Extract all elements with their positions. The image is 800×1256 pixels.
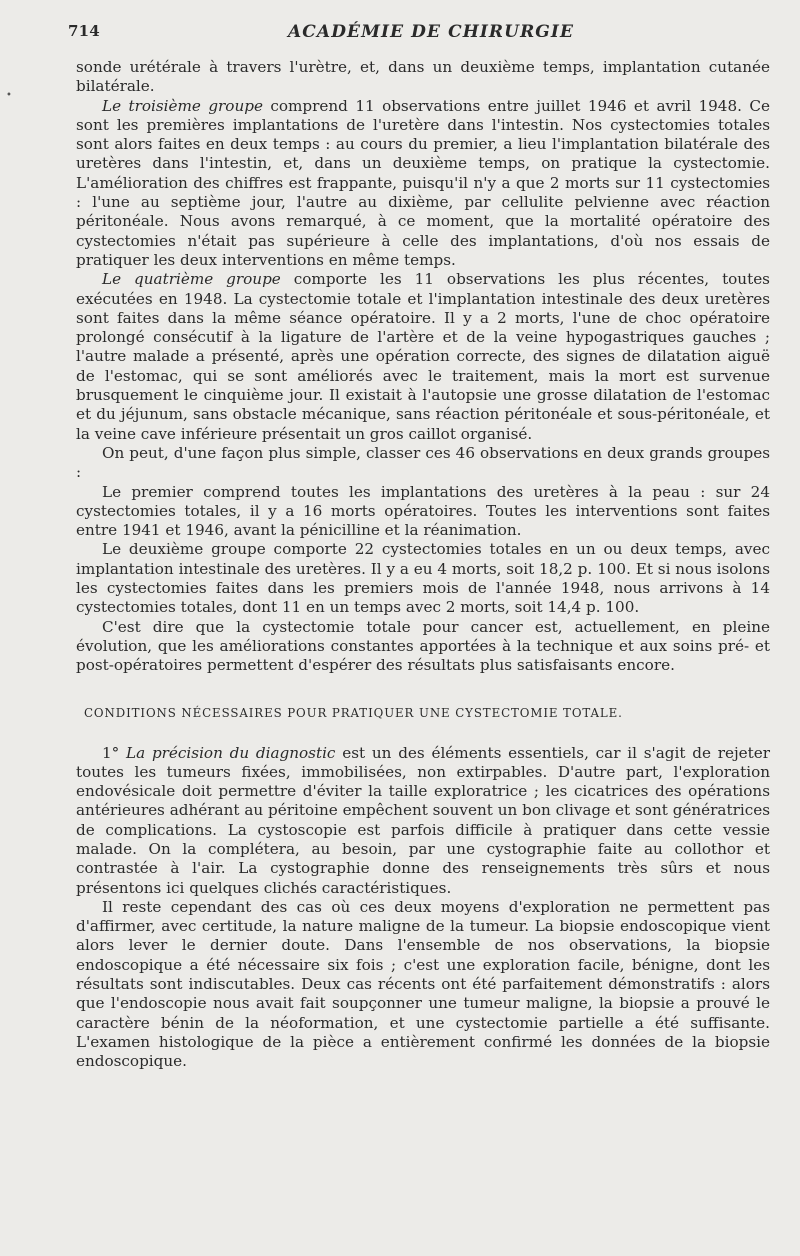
paragraph-italic-lead: Le quatrième groupe xyxy=(102,270,281,289)
paragraph-simple-classification xyxy=(76,444,770,483)
paragraph-continuation xyxy=(76,58,770,97)
paragraph-text: Il reste cependant des cas où ces deux moyens d'exploration ne permettent pas d'affirmer, avec certitude, la nature maligne de la tumeur. La biopsie endoscopique vient alors lever le dernier doute. Dans l'ensemble de nos observations, la biopsie endoscopique a été nécessaire six fois ; c'est une exploration facile, bénigne, dont les résultats sont indiscutables. Deux cas récents ont été parfaitement démonstratifs : alors que l'endoscopie nous avait fait soupçonner une tumeur maligne, la biopsie a prouvé le caractère bénin de la néoformation, et une cystectomie partielle a été suffisante. L'examen histologique de la pièce a entièrement confirmé les données de la biopsie endoscopique. xyxy=(76,897,770,1071)
running-head xyxy=(68,22,770,50)
paragraph-text: sonde urétérale à travers l'urètre, et, dans un deuxième temps, implantation cutanée bilatérale. xyxy=(76,58,770,96)
journal-title: ACADÉMIE DE CHIRURGIE xyxy=(288,22,575,42)
margin-mark: • xyxy=(6,90,12,101)
paragraph-number: 1° xyxy=(102,743,127,762)
paragraph-text: comprend 11 observations entre juillet 1946 et avril 1948. Ce sont les premières implantations de l'uretère dans l'intestin. Nos cystectomies totales sont alors faites en deux temps : au cours du premier, a lieu l'implantation bilatérale des uretères dans l'intestin, et, dans un deuxième temps, on pratique la cystectomie. L'amélioration des chiffres est frappante, puisqu'il n'y a que 2 morts sur 11 cystectomies : l'une au septième jour, l'autre au dixième, par cellulite pelvienne avec réaction péritonéale. Nous avons remarqué, à ce moment, que la mortalité opératoire des cystectomies n'était pas supérieure à celle des implantations, d'où nos essais de pratiquer les deux interventions en même temps. xyxy=(76,96,770,269)
paragraph-text: C'est dire que la cystectomie totale pour cancer est, actuellement, en pleine évolution, que les améliorations constantes apportées à la technique et aux soins pré- et post-opératoires permettent d'espérer des résultats plus satisfaisants encore. xyxy=(76,617,770,675)
paragraph-fourth-group xyxy=(76,270,770,444)
section-heading: CONDITIONS NÉCESSAIRES POUR PRATIQUER UNE CYSTECTOMIE TOTALE. xyxy=(84,705,623,720)
paragraph-text: est un des éléments essentiels, car il s'agit de rejeter toutes les tumeurs fixées, immobilisées, non extirpables. D'autre part, l'exploration endovésicale doit permettre d'éviter la taille exploratrice ; les cicatrices des opérations antérieures adhérant au péritoine empêchent souvent un bon clivage et sont génératrices de complications. La cystoscopie est parfois difficile à pratiquer dans cette vessie malade. On la complétera, au besoin, par une cystographie faite au collothor et contrastée à l'air. La cystographie donne des renseignements très sûrs et nous présentons ici quelques clichés caractéristiques. xyxy=(76,743,770,897)
paragraph-second-group-summary xyxy=(76,540,770,617)
body-text xyxy=(76,58,770,1072)
paragraph-text: Le premier comprend toutes les implantations des uretères à la peau : sur 24 cystectomies totales, il y a 16 morts opératoires. Toutes les interventions sont faites entre 1941 et 1946, avant la pénicilline et la réanimation. xyxy=(76,482,770,540)
paragraph-third-group xyxy=(76,97,770,271)
paragraph-text: Le deuxième groupe comporte 22 cystectomies totales en un ou deux temps, avec implantation intestinale des uretères. Il y a eu 4 morts, soit 18,2 p. 100. Et si nous isolons les cystectomies faites dans les premiers mois de l'année 1948, nous arrivons à 14 cystectomies totales, dont 11 en un temps avec 2 morts, soit 14,4 p. 100. xyxy=(76,540,770,617)
paragraph-text: On peut, d'une façon plus simple, classer ces 46 observations en deux grands groupes : xyxy=(76,443,770,482)
page-number: 714 xyxy=(68,22,100,40)
paragraph-conclusion xyxy=(76,618,770,676)
paragraph-italic-lead: Le troisième groupe xyxy=(102,96,263,115)
paragraph-italic-lead: La précision du diagnostic xyxy=(126,743,336,762)
paragraph-diagnosis xyxy=(76,744,770,898)
paragraph-biopsy xyxy=(76,898,770,1072)
paragraph-text: comporte les 11 observations les plus récentes, toutes exécutées en 1948. La cystectomie totale et l'implantation intestinale des deux uretères sont faites dans la même séance opératoire. Il y a 2 morts, l'une de choc opératoire prolongé consécutif à la ligature de l'artère et de la veine hypogastriques gauches ; l'autre malade a présenté, après une opération correcte, des signes de dilatation aiguë de l'estomac, qui se sont améliorés avec le traitement, mais la mort est survenue brusquement le cinquième jour. Il existait à l'autopsie une grosse dilatation de l'estomac et du jéjunum, sans obstacle mécanique, sans réaction péritonéale et sous-péritonéale, et la veine cave inférieure présentait un gros caillot organisé. xyxy=(76,270,770,443)
paragraph-first-group-summary xyxy=(76,483,770,541)
